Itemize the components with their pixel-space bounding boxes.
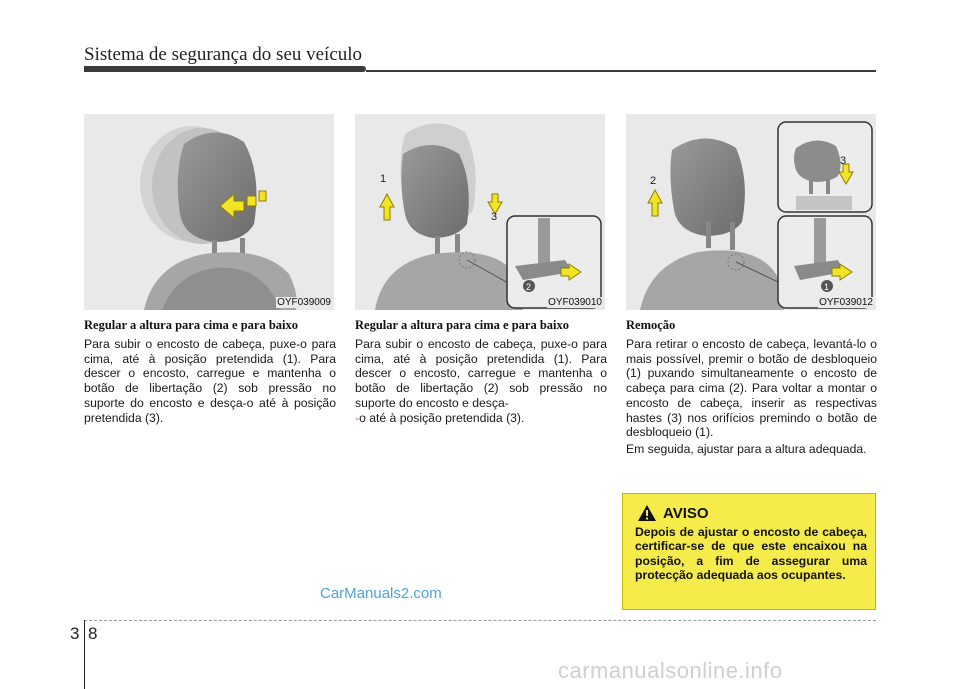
warning-title: AVISO [663,505,709,522]
figure-code: OYF039009 [277,297,331,308]
footer-rule [84,620,876,621]
body-paragraph: Em seguida, ajustar para a altura adequada. [626,441,867,456]
body-paragraph: Para subir o encosto de cabeça, puxe-o para cima, até à posição pretendida (1). Para descer o encosto, carregue e mantenha o botão de libertação (2) sob pressão no suporte do encosto e desça-o até à posição pretendida (3). [84,337,336,425]
arrow-up-icon [648,190,662,216]
headrest-illustration [626,114,876,310]
arrow-up-icon [380,194,394,220]
body-paragraph: Para subir o encosto de cabeça, puxe-o para cima, até à posição pretendida (1). Para descer o encosto, carregue e mantenha o botão de libertação (2) sob pressão no suporte do encosto e desça- -o até à posição pretendida (3). [355,337,607,425]
site-watermark: carmanualsonline.info [558,658,783,683]
header-rule-thin [366,70,876,72]
footer-divider [84,620,85,689]
figure-code: OYF039010 [548,297,602,308]
callout-1: 1 [380,173,387,185]
callout-2: 2 [650,175,657,187]
watermark: CarManuals2.com [320,585,442,602]
figure-headrest-adjust-1 [84,114,334,310]
section-heading: Remoção [626,318,676,332]
callout-1: 1 [824,282,830,292]
section-title: Sistema de segurança do seu veículo [84,44,363,65]
hyphen-mark: - [355,410,360,425]
warning-triangle-icon [637,504,657,522]
callout-3: 3 [840,155,847,167]
headrest-illustration [84,114,334,310]
page-number-chapter: 3 [70,624,80,643]
section-heading: Regular a altura para cima e para baixo [355,318,569,332]
warning-text: Depois de ajustar o encosto de cabeça, certificar-se de que este encaixou na posição, a fim de assegurar uma protecção adequada aos ocupantes. [635,525,867,582]
callout-3: 3 [491,211,498,223]
figure-code: OYF039012 [819,297,873,308]
body-paragraph: Para retirar o encosto de cabeça, levantá-lo o mais possível, premir o botão de desbloqueio (1) puxando simultaneamente o encosto de cabeça para cima (2). Para voltar a montar o encosto de cabeça, inserir as respectivas hastes (3) nos orifícios premindo o botão de desbloqueio (1). [626,337,877,440]
callout-2: 2 [526,282,532,292]
figure-headrest-adjust-2 [355,114,605,310]
page-number: 8 [88,624,98,643]
headrest-illustration [355,114,605,310]
warning-box [622,493,876,610]
column-1 [84,318,336,425]
section-heading: Regular a altura para cima e para baixo [84,318,298,332]
column-2 [355,318,607,425]
header-rule [84,66,366,72]
figure-headrest-removal [626,114,876,310]
column-3 [626,318,877,457]
